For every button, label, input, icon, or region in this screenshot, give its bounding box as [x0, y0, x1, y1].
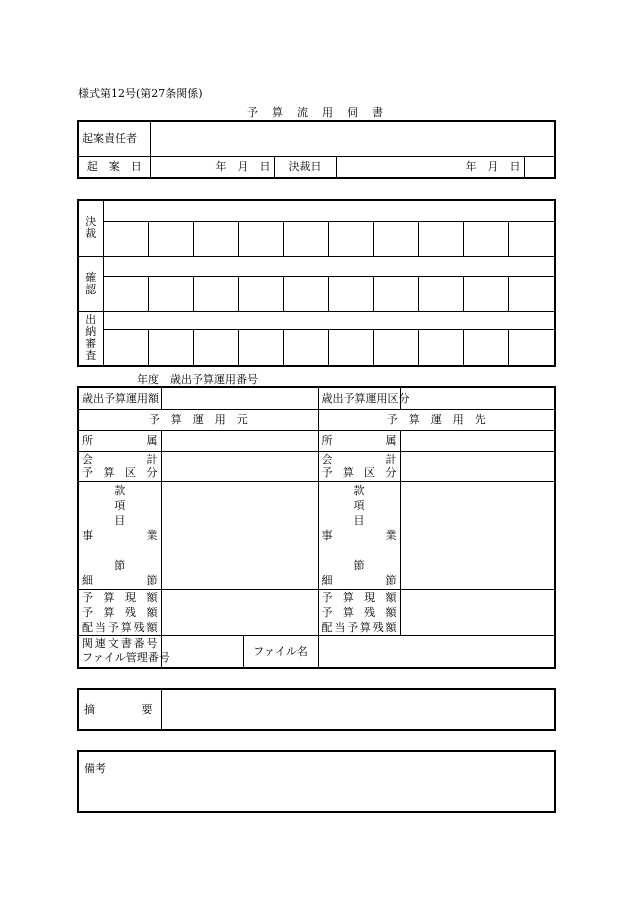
dest-shozoku-field[interactable] — [400, 430, 554, 451]
related-doc-label — [79, 635, 170, 667]
zangaku-text: 予算残額 — [321, 605, 397, 619]
source-header: 予 算 運 用 元 — [79, 409, 318, 430]
approval-box — [77, 199, 556, 367]
haitou-text: 配当予算残額 — [321, 620, 397, 634]
jigyou-text: 事業 — [82, 528, 158, 542]
haitou-text: 配当予算残額 — [82, 620, 158, 634]
approval-stamp-cell[interactable] — [328, 276, 373, 311]
dest-header: 予 算 運 用 先 — [318, 409, 554, 430]
genkaku-text: 予算現額 — [321, 590, 397, 604]
approval-stamp-cell[interactable] — [103, 276, 148, 311]
dest-amounts-field[interactable] — [400, 589, 554, 635]
approval-stamp-cell[interactable] — [374, 221, 419, 256]
approval-stamp-cell[interactable] — [328, 329, 373, 365]
zangaku-text: 予算残額 — [82, 605, 158, 619]
approval-label-kessai — [79, 201, 103, 256]
kaikei-text: 会計 — [82, 453, 158, 466]
approval-stamp-cell[interactable] — [509, 276, 554, 311]
approval-stamp-cell[interactable] — [103, 329, 148, 365]
approval-label-char: 査 — [85, 349, 97, 363]
source-amounts-label — [79, 589, 161, 635]
file-mgmt-text: ファイル管理番号 — [82, 651, 170, 665]
header-box — [77, 120, 556, 179]
approval-label-char: 出 — [85, 313, 97, 327]
kan-text: 款 — [353, 483, 365, 497]
saisetsu-text: 細節 — [321, 573, 397, 587]
approval-stamp-cell[interactable] — [419, 329, 464, 365]
approval-stamp-cell[interactable] — [464, 329, 509, 365]
genkaku-text: 予算現額 — [82, 590, 158, 604]
kubun-text: 予算区分 — [82, 466, 158, 479]
approval-stamp-cell[interactable] — [464, 221, 509, 256]
approval-label-char: 納 — [85, 325, 97, 339]
remarks-box[interactable] — [77, 750, 556, 813]
approval-stamp-cell[interactable] — [283, 329, 328, 365]
summary-label: 摘 要 — [79, 690, 161, 729]
approval-stamp-cell[interactable] — [238, 329, 283, 365]
kou-text: 項 — [353, 498, 365, 512]
kan-text: 款 — [114, 483, 126, 497]
approval-stamp-cell[interactable] — [374, 276, 419, 311]
file-name-field[interactable] — [318, 635, 554, 667]
approval-date-field[interactable]: 年 月 日 — [336, 156, 524, 177]
approval-label-char: 裁 — [85, 227, 97, 241]
approval-stamp-cell[interactable] — [238, 221, 283, 256]
approval-stamp-cell[interactable] — [193, 221, 238, 256]
source-kaikei-label — [79, 451, 161, 481]
approval-stamp-cell[interactable] — [374, 329, 419, 365]
approval-label-char: 認 — [85, 282, 97, 296]
kubun-text: 予算区分 — [321, 466, 397, 479]
draft-date-field[interactable]: 年 月 日 — [150, 156, 274, 177]
dest-kamoku-field[interactable] — [400, 481, 554, 589]
title-char: 算 — [272, 106, 283, 119]
approval-stamp-cell[interactable] — [148, 221, 193, 256]
approval-stamp-cell[interactable] — [148, 276, 193, 311]
title-char: 流 — [297, 106, 308, 119]
source-shozoku-label: 所属 — [79, 430, 161, 451]
approval-stamp-cell[interactable] — [419, 276, 464, 311]
approval-stamp-cell[interactable] — [328, 221, 373, 256]
approval-label-kakunin — [79, 256, 103, 311]
source-kaikei-field[interactable] — [161, 451, 318, 481]
category-label: 歳出予算運用区分 — [318, 388, 400, 409]
saisetsu-text: 細節 — [82, 573, 158, 587]
approval-date-label: 決裁日 — [274, 156, 336, 177]
title-char: 伺 — [347, 106, 358, 119]
amount-field[interactable] — [161, 388, 318, 409]
title-char: 用 — [322, 106, 333, 119]
jigyou-text: 事業 — [321, 528, 397, 542]
source-amounts-field[interactable] — [161, 589, 318, 635]
approval-stamp-cell[interactable] — [509, 221, 554, 256]
approval-stamp-cell[interactable] — [238, 276, 283, 311]
budget-box — [77, 386, 556, 669]
amount-label: 歳出予算運用額 — [79, 388, 161, 409]
setsu-text: 節 — [353, 558, 365, 572]
related-doc-text: 関連文書番号 — [82, 637, 158, 651]
kou-text: 項 — [114, 498, 126, 512]
approval-label-suitou — [79, 311, 103, 365]
drafter-field[interactable] — [150, 122, 554, 156]
approval-stamp-cell[interactable] — [283, 276, 328, 311]
dest-kaikei-field[interactable] — [400, 451, 554, 481]
source-shozoku-field[interactable] — [161, 430, 318, 451]
dest-shozoku-label: 所属 — [318, 430, 400, 451]
title-char: 書 — [372, 106, 383, 119]
drafter-label: 起案責任者 — [79, 122, 150, 156]
approval-stamp-cell[interactable] — [283, 221, 328, 256]
remarks-label: 備考 — [84, 762, 106, 775]
dest-kamoku-label — [318, 481, 400, 589]
moku-text: 目 — [353, 513, 365, 527]
approval-role-row[interactable] — [103, 256, 554, 276]
approval-role-row[interactable] — [103, 311, 554, 329]
moku-text: 目 — [114, 513, 126, 527]
approval-stamp-cell[interactable] — [419, 221, 464, 256]
approval-stamp-cell[interactable] — [193, 329, 238, 365]
kaikei-text: 会計 — [321, 453, 397, 466]
approval-stamp-cell[interactable] — [464, 276, 509, 311]
source-kamoku-field[interactable] — [161, 481, 318, 589]
draft-date-label: 起 案 日 — [79, 156, 150, 177]
dest-kaikei-label — [318, 451, 400, 481]
source-kamoku-label — [79, 481, 161, 589]
form-number: 様式第12号(第27条関係) — [78, 87, 203, 100]
related-doc-field[interactable] — [161, 635, 243, 667]
dest-amounts-label — [318, 589, 400, 635]
category-field[interactable] — [400, 388, 554, 409]
summary-box — [77, 688, 556, 731]
approval-stamp-cell[interactable] — [509, 329, 554, 365]
budget-number-label: 年度 歳出予算運用番号 — [137, 373, 258, 386]
setsu-text: 節 — [114, 558, 126, 572]
approval-stamp-cell[interactable] — [103, 221, 148, 256]
title-char: 予 — [247, 106, 258, 119]
approval-label-char: 審 — [85, 337, 97, 351]
empty-cell — [524, 156, 554, 177]
approval-label-char: 決 — [85, 215, 97, 229]
file-name-label: ファイル名 — [243, 635, 318, 667]
approval-role-row[interactable] — [103, 201, 554, 221]
approval-stamp-cell[interactable] — [148, 329, 193, 365]
page-title — [0, 104, 630, 120]
approval-label-char: 確 — [85, 270, 97, 284]
approval-stamp-cell[interactable] — [193, 276, 238, 311]
summary-field[interactable] — [161, 690, 554, 729]
